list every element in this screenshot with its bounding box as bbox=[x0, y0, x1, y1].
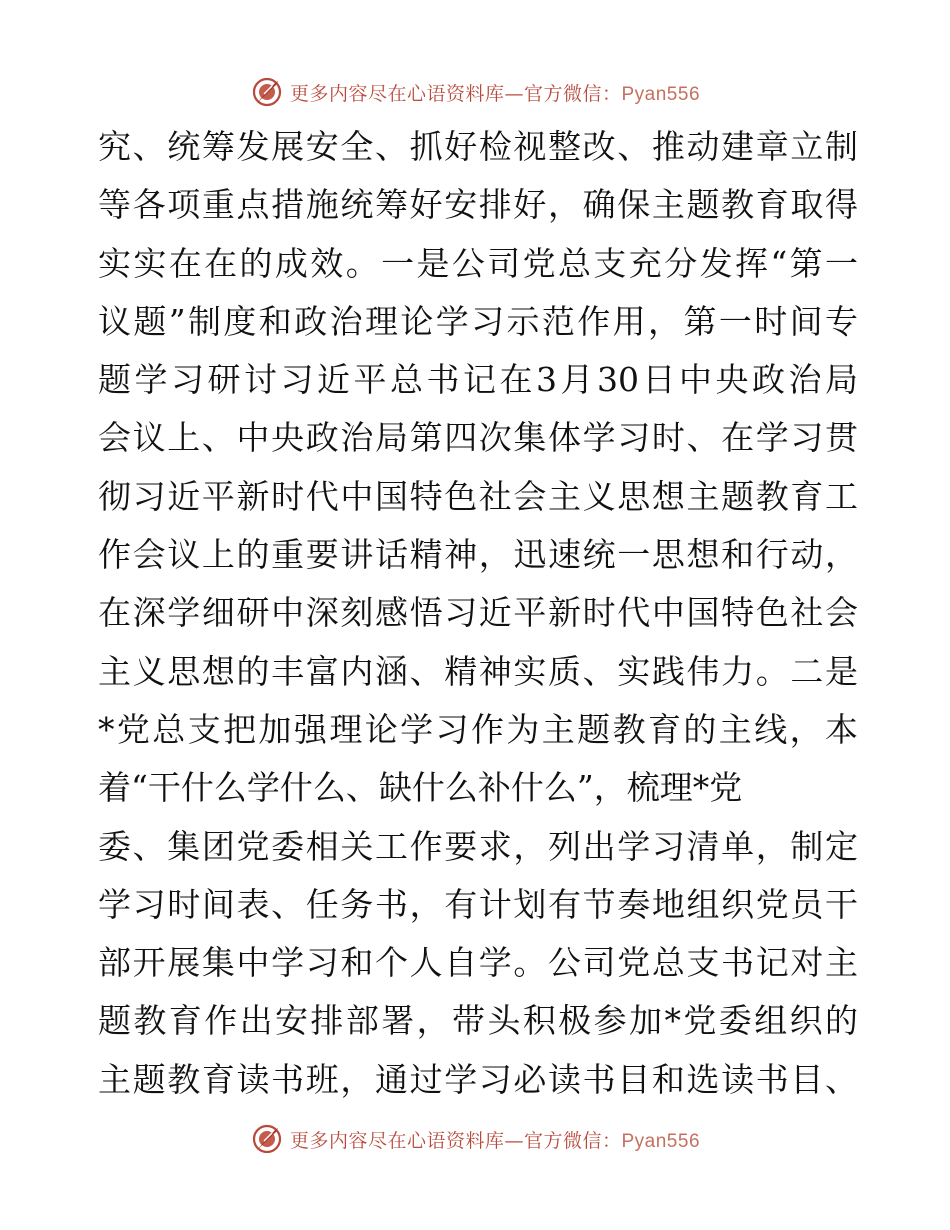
text-line: 彻习近平新时代中国特色社会主义思想主题教育工 bbox=[98, 476, 858, 516]
text-line: 作会议上的重要讲话精神，迅速统一思想和行动， bbox=[98, 535, 858, 575]
quill-circle-logo-icon bbox=[250, 75, 284, 109]
footer-watermark bbox=[0, 1119, 950, 1159]
text-line: 究、统筹发展安全、抓好检视整改、推动建章立制 bbox=[98, 127, 858, 166]
text-line: 会议上、中央政治局第四次集体学习时、在学习贯 bbox=[98, 418, 858, 458]
text-line: 部开展集中学习和个人自学。公司党总支书记对主 bbox=[98, 943, 858, 983]
text-line: 着“干什么学什么、缺什么补什么”，梳理*党 bbox=[98, 768, 743, 808]
text-line: 等各项重点措施统筹好安排好，确保主题教育取得 bbox=[98, 185, 858, 225]
watermark-text: 更多内容尽在心语资料库—官方微信：Pyan556 bbox=[289, 1129, 701, 1152]
header-watermark bbox=[0, 72, 950, 112]
watermark-wechat-id: Pyan556 bbox=[621, 83, 701, 105]
quill-circle-logo-icon bbox=[250, 1122, 284, 1156]
watermark-text: 更多内容尽在心语资料库—官方微信：Pyan556 bbox=[289, 82, 701, 105]
text-line: 题学习研讨习近平总书记在3月30日中央政治局 bbox=[98, 360, 858, 400]
text-line: *党总支把加强理论学习作为主题教育的主线，本 bbox=[98, 709, 858, 749]
text-line: 议题”制度和政治理论学习示范作用，第一时间专 bbox=[98, 301, 858, 341]
text-line: 题教育作出安排部署，带头积极参加*党委组织的 bbox=[98, 1001, 858, 1041]
document-body bbox=[98, 118, 858, 1109]
text-line: 主题教育读书班，通过学习必读书目和选读书目、 bbox=[98, 1059, 858, 1099]
watermark-wechat-id: Pyan556 bbox=[621, 1130, 701, 1152]
text-line: 委、集团党委相关工作要求，列出学习清单，制定 bbox=[98, 826, 858, 866]
text-line: 主义思想的丰富内涵、精神实质、实践伟力。二是 bbox=[98, 651, 858, 691]
text-line: 实实在在的成效。一是公司党总支充分发挥“第一 bbox=[98, 243, 858, 283]
text-line: 学习时间表、任务书，有计划有节奏地组织党员干 bbox=[98, 884, 858, 924]
text-line: 在深学细研中深刻感悟习近平新时代中国特色社会 bbox=[98, 593, 858, 633]
